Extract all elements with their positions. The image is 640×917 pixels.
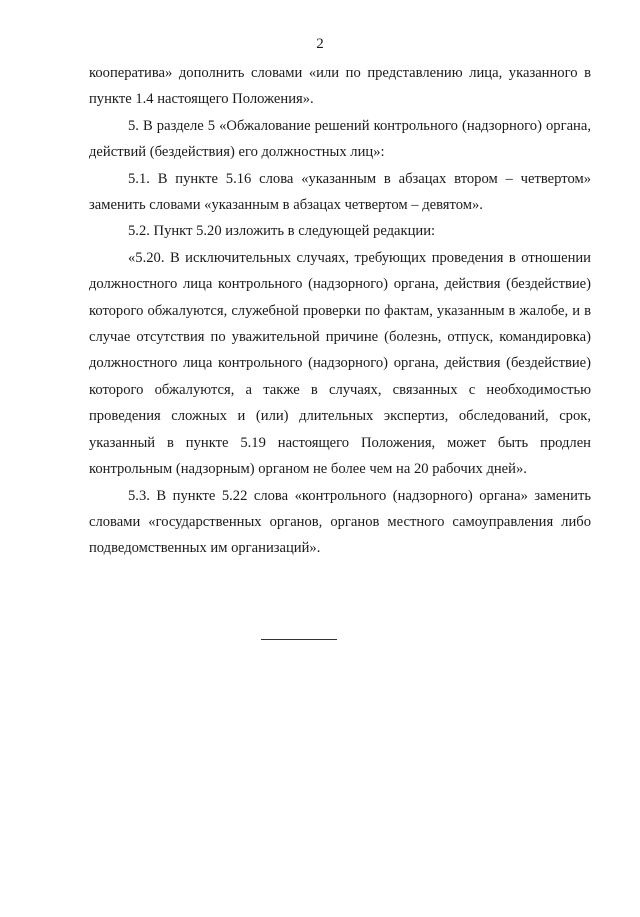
paragraph-continuation: кооператива» дополнить словами «или по представлению лица, указанного в пункте 1.4 настоящего Положения». bbox=[89, 65, 591, 108]
paragraph-quote-5-20: «5.20. В исключительных случаях, требующих проведения в отношении должностного лица контрольного (надзорного) органа, действия (бездействие) которого обжалуются, служебной проверки по фактам, указанным в жалобе, и в случае отсутствия по уважительной причине (болезнь, отпуск, командировка) должностного лица контрольного (надзорного) органа, действия (бездействие) которого обжалуются, а также в случаях, связанных с необходимостью проведения сложных и (или) длительных экспертиз, обследований, срок, указанный в пункте 5.19 настоящего Положения, может быть продлен контрольным (надзорным) органом не более чем на 20 рабочих дней». bbox=[89, 249, 591, 478]
page-number: 2 bbox=[316, 36, 324, 52]
paragraph-item-5-3: 5.3. В пункте 5.22 слова «контрольного (надзорного) органа» заменить словами «государственных органов, органов местного самоуправления либо подведомственных им организаций». bbox=[89, 487, 591, 557]
document-body bbox=[89, 60, 591, 562]
paragraph-item-5-2: 5.2. Пункт 5.20 изложить в следующей редакции: bbox=[128, 223, 436, 240]
paragraph-item-5-1: 5.1. В пункте 5.16 слова «указанным в абзацах втором – четвертом» заменить словами «указанным в абзацах четвертом – девятом». bbox=[89, 170, 591, 214]
end-separator-line bbox=[261, 639, 337, 640]
paragraph-section-5: 5. В разделе 5 «Обжалование решений контрольного (надзорного) органа, действий (бездействия) его должностных лиц»: bbox=[89, 117, 591, 161]
